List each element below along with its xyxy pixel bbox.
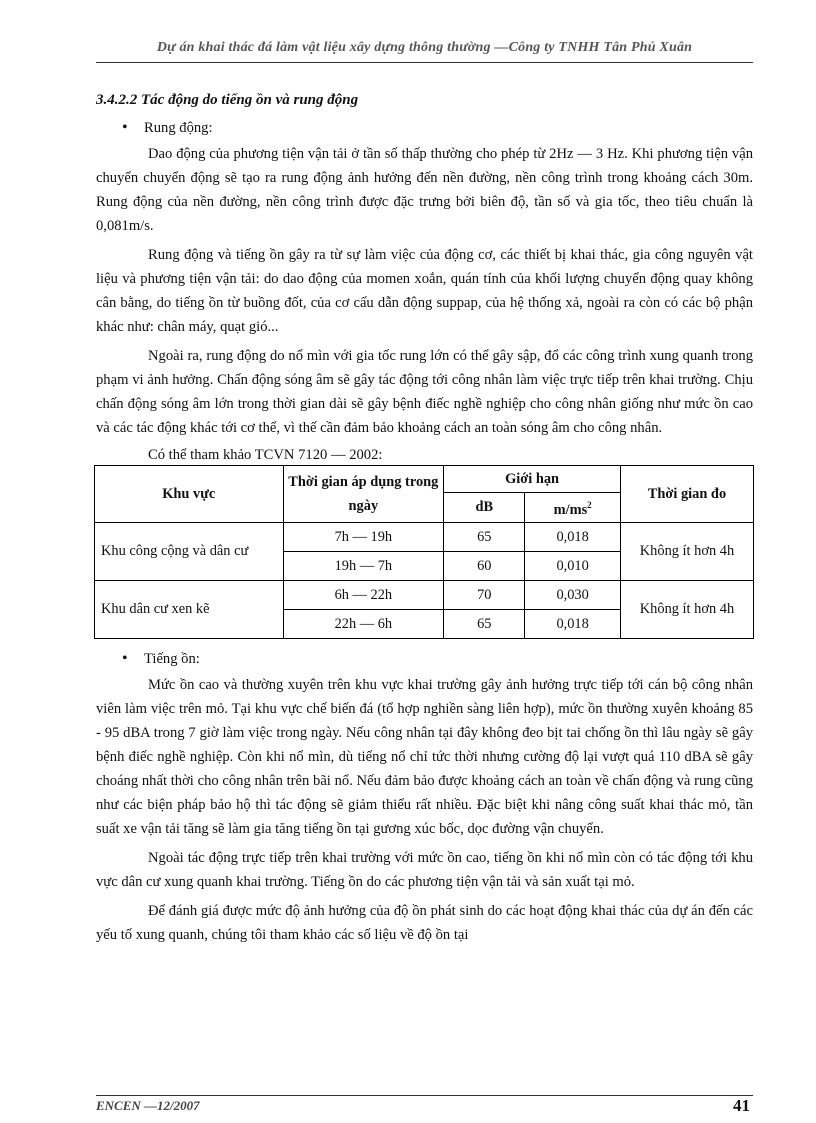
- footer-divider: [96, 1095, 753, 1096]
- header-divider: [96, 62, 753, 63]
- cell-measure: Không ít hơn 4h: [620, 522, 753, 580]
- page-header: Dự án khai thác đá làm vật liệu xây dựng thông thường —Công ty TNHH Tân Phú Xuân: [156, 40, 693, 55]
- cell-time: 22h — 6h: [283, 609, 444, 638]
- limits-table: [94, 465, 754, 639]
- cell-ms2: 0,010: [525, 551, 621, 580]
- cell-time: 19h — 7h: [283, 551, 444, 580]
- header-db: dB: [444, 493, 525, 523]
- cell-db: 65: [444, 609, 525, 638]
- header-ms2-exponent: 2: [587, 500, 592, 510]
- bullet-icon: •: [122, 119, 128, 136]
- cell-db: 65: [444, 522, 525, 551]
- cell-time: 6h — 22h: [283, 580, 444, 609]
- section-title: 3.4.2.2 Tác động do tiếng ồn và rung động: [96, 92, 359, 108]
- header-ms2: [525, 493, 621, 523]
- paragraph: Để đánh giá được mức độ ảnh hưởng của độ ồn phát sinh do các hoạt động khai thác của dự án đến các yếu tố xung quanh, chúng tôi tham khảo các số liệu về độ ồn tại: [96, 902, 753, 943]
- table-caption: Có thể tham khảo TCVN 7120 — 2002:: [148, 447, 383, 463]
- bullet-noise: [122, 647, 753, 671]
- table-header-row: [95, 466, 754, 493]
- cell-measure: Không ít hơn 4h: [620, 580, 753, 638]
- cell-ms2: 0,018: [525, 609, 621, 638]
- table-row: [95, 580, 754, 609]
- paragraph: Ngoài tác động trực tiếp trên khai trường với mức ồn cao, tiếng ồn khi nổ mìn còn có tác động tới khu vực dân cư xung quanh khai trường. Tiếng ồn do các phương tiện vận tải và sản xuất tại mỏ.: [96, 849, 753, 890]
- cell-ms2: 0,030: [525, 580, 621, 609]
- cell-time: 7h — 19h: [283, 522, 444, 551]
- bullet-icon: •: [122, 649, 128, 667]
- header-time-apply: Thời gian áp dụng trong ngày: [283, 466, 444, 523]
- footer-label: ENCEN —12/2007: [96, 1098, 200, 1113]
- header-limit: Giới hạn: [444, 466, 621, 493]
- page-content: [96, 88, 753, 952]
- cell-db: 60: [444, 551, 525, 580]
- page-number: 41: [733, 1096, 750, 1115]
- cell-ms2: 0,018: [525, 522, 621, 551]
- cell-area: Khu dân cư xen kẽ: [95, 580, 284, 638]
- header-measure-time: Thời gian đo: [620, 466, 753, 523]
- paragraph: Mức ồn cao và thường xuyên trên khu vực khai trường gây ảnh hưởng trực tiếp tới cán bộ công nhân viên làm việc trên mỏ. Tại khu vực chế biến đá (tổ hợp nghiền sàng liên hợp), mức ồn thường xuyên khoảng 85 - 95 dBA trong 7 giờ làm việc trong ngày. Nếu công nhân tại đây không đeo bịt tai chống ồn thì lâu ngày sẽ gây bệnh điếc nghề nghiệp. Còn khi nổ mìn, dù tiếng nổ chỉ tức thời nhưng cường độ lại vượt quá 110 dBA sẽ gây choáng nhất thời cho công nhân trên bãi nổ. Nếu đảm bảo được khoảng cách an toàn về chấn động và rung cũng như các biện pháp bảo hộ thì tác động sẽ giảm thiểu rất nhiều. Đặc biệt khi nâng công suất khai thác mỏ, tần suất xe vận tải tăng sẽ làm gia tăng tiếng ồn tại gương xúc bốc, dọc đường vận chuyển.: [96, 676, 753, 837]
- paragraph: Rung động và tiếng ồn gây ra từ sự làm việc của động cơ, các thiết bị khai thác, gia công nguyên vật liệu và phương tiện vận tải: do dao động của momen xoắn, quán tính của khối lượng chuyển động quay không cân bằng, do tiếng ồn từ buồng đốt, của cơ cấu dẫn động suppap, của hệ thống xả, ngoài ra còn có các bộ phận khác như: chân máy, quạt gió...: [96, 247, 753, 335]
- cell-area: Khu công cộng và dân cư: [95, 522, 284, 580]
- cell-db: 70: [444, 580, 525, 609]
- paragraph: Dao động của phương tiện vận tải ở tần số thấp thường cho phép từ 2Hz — 3 Hz. Khi phương tiện vận chuyển chuyển động sẽ tạo ra rung động ảnh hưởng đến nền đường, nền công trình trong khoảng cách 30m. Rung động của nền đường, nền công trình được đặc trưng bởi biên độ, tần số và gia tốc, theo tiêu chuẩn là 0,081m/s.: [96, 146, 753, 234]
- header-ms2-unit: m/ms: [553, 501, 588, 518]
- bullet-label: Rung động:: [144, 120, 213, 136]
- table-row: [95, 522, 754, 551]
- header-area: Khu vực: [95, 466, 284, 523]
- bullet-label: Tiếng ồn:: [144, 650, 200, 667]
- bullet-vibration: [122, 116, 753, 140]
- paragraph: Ngoài ra, rung động do nổ mìn với gia tốc rung lớn có thể gây sập, đổ các công trình xung quanh trong phạm vi ảnh hưởng. Chấn động sóng âm sẽ gây tác động tới công nhân làm việc trực tiếp trên khai trường. Chịu chấn động sóng âm lớn trong thời gian dài sẽ gây bệnh điếc nghề nghiệp cho công nhân giống như mức ồn cao và các tác động khác tới cơ thể, vì thế cần đảm bảo khoảng cách an toàn sóng âm cho công nhân.: [96, 348, 753, 436]
